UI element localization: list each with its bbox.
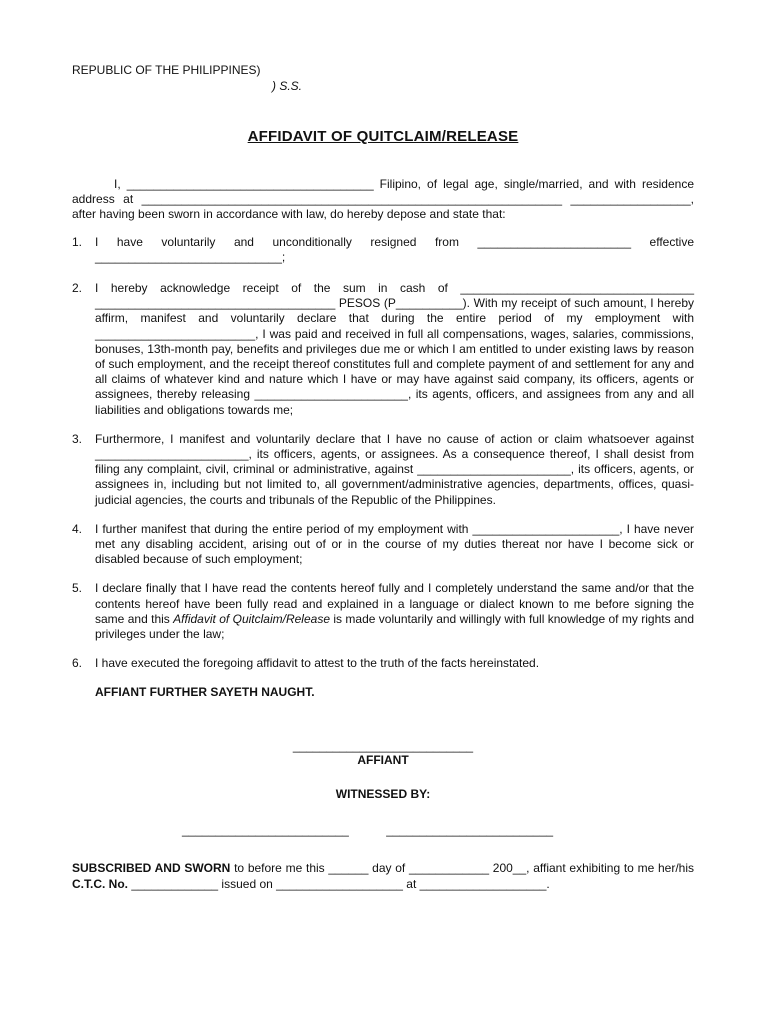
item-number: 5. xyxy=(72,581,83,596)
jurat-text-2: _____________ issued on ___________________ at ___________________. xyxy=(128,876,550,891)
statement-item-5 xyxy=(72,581,694,642)
statement-item-2 xyxy=(72,281,694,418)
jurat-text-1: to before me this ______ day of ____________ 200__, affiant exhibiting to me her/his xyxy=(230,861,695,876)
affidavit-page xyxy=(72,62,694,892)
witness-line-1: _________________________ xyxy=(182,823,349,838)
item-text: I further manifest that during the entire period of my employment with ______________________, I have never met any disabling accident, arising out of or in the course of my duties thereat nor have I become sick or disabled because of such employment; xyxy=(95,521,694,567)
witness-line-2: _________________________ xyxy=(386,823,554,838)
item-number: 4. xyxy=(72,521,83,536)
ss-line: ) S.S. xyxy=(272,79,303,93)
witness-signature-lines xyxy=(72,823,694,837)
item-number: 1. xyxy=(72,234,83,249)
item-text-before: I declare finally that I have read the contents hereof fully and I completely understand the same and/or that the contents hereof have been fully read and explained in a language or dialect known to me before signing the same and this xyxy=(95,581,694,626)
item-text: I hereby acknowledge receipt of the sum in cash of ___________________________________ ____________________________________ PESOS (P__________). With my receipt of such amount, I hereby affirm, manifest and voluntarily declare that during the entire period of my employment with ________________________, I was paid and received in full all compensations, wages, salaries, commissions, bonuses, 13th-month pay, benefits and privileges due me or which I am entitled to under existing laws by reason of such employment, and the receipt thereof constitutes full and complete payment of and settlement for any and all claims of whatever kind and nature which I have or may have against said company, its officers, agents or assignees, thereby releasing _______________________, its agents, officers, and assignees from any and all liabilities and obligations towards me; xyxy=(95,281,694,417)
statement-item-1 xyxy=(72,235,694,265)
item-number: 2. xyxy=(72,281,83,296)
item-text: Furthermore, I manifest and voluntarily declare that I have no cause of action or claim whatsoever against _______________________, its officers, agents, or assignees. As a consequence thereof, I shall desist from filing any complaint, civil, criminal or administrative, against _______________________, its officers, agents, or assignees in, including but not limited to, all government/administrative agencies, departments, offices, quasi-judicial agencies, the courts and tribunals of the Republic of the Philippines. xyxy=(95,431,694,507)
further-sayeth: AFFIANT FURTHER SAYETH NAUGHT. xyxy=(95,685,315,700)
affiant-label: AFFIANT xyxy=(357,753,409,768)
venue-header xyxy=(72,62,694,94)
affiant-signature-line: ___________________________ xyxy=(292,739,474,754)
statement-item-4 xyxy=(72,522,694,568)
statement-item-3 xyxy=(72,432,694,508)
statement-item-6 xyxy=(72,656,694,671)
ctc-label: C.T.C. No. xyxy=(72,876,128,891)
jurat-lead: SUBSCRIBED AND SWORN xyxy=(72,861,231,876)
document-title: AFFIDAVIT OF QUITCLAIM/RELEASE xyxy=(247,128,519,145)
item-number: 3. xyxy=(72,431,83,446)
item-text-italic: Affidavit of Quitclaim/Release xyxy=(173,611,330,626)
witnessed-by-label: WITNESSED BY: xyxy=(335,787,431,802)
jurat-paragraph xyxy=(72,861,694,891)
item-text: I have executed the foregoing affidavit to attest to the truth of the facts hereinstated. xyxy=(95,656,540,671)
item-number: 6. xyxy=(72,656,83,671)
item-text-after: is made voluntarily and willingly with full knowledge of my rights and privileges under the law; xyxy=(95,611,695,642)
statement-list xyxy=(72,235,694,672)
intro-paragraph: I, _____________________________________ Filipino, of legal age, single/married, and with residence address at _______________________________________________________________ __________________, after having been sworn in accordance with law, do hereby depose and state that: xyxy=(72,177,694,222)
item-text: I have voluntarily and unconditionally resigned from _______________________ effective ____________________________; xyxy=(95,234,694,264)
republic-line: REPUBLIC OF THE PHILIPPINES) xyxy=(72,63,261,77)
